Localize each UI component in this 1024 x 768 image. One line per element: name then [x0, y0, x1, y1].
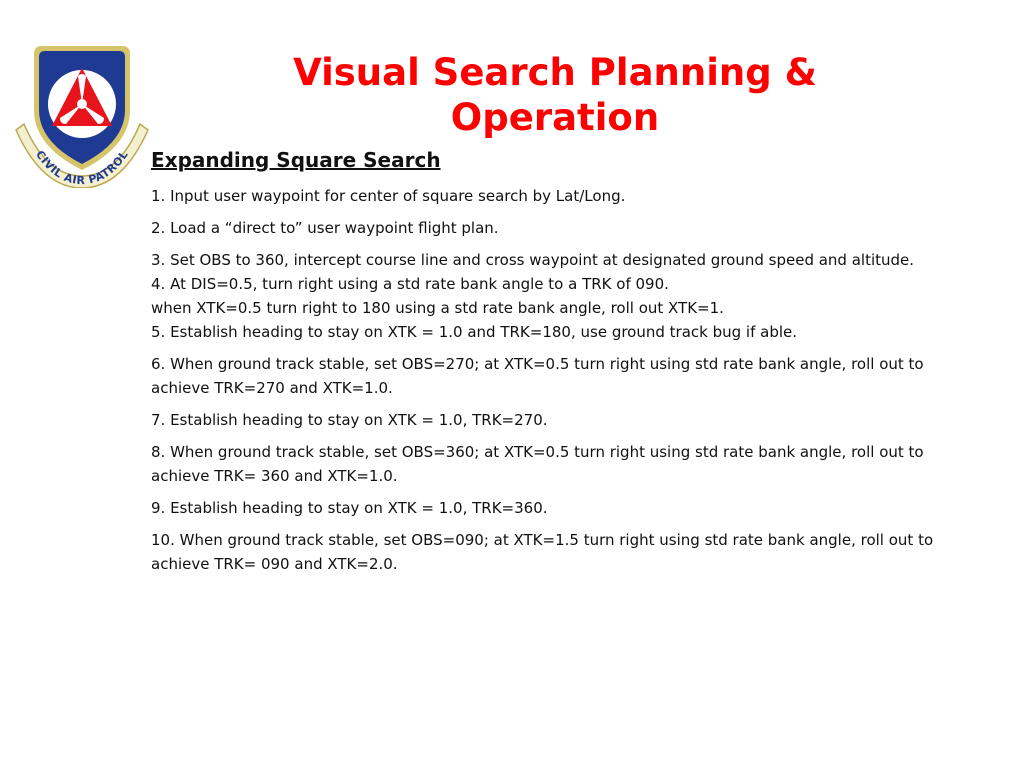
step-4-continued: when XTK=0.5 turn right to 180 using a std rate bank angle, roll out XTK=1. [151, 299, 724, 317]
svg-text:CIVIL AIR PATROL: CIVIL AIR PATROL [33, 148, 131, 188]
step-10: 10. When ground track stable, set OBS=090; at XTK=1.5 turn right using std rate bank angle, roll out to achieve TRK= 090 and XTK=2.0. [151, 531, 934, 573]
step-8: 8. When ground track stable, set OBS=360; at XTK=0.5 turn right using std rate bank angle, roll out to achieve TRK= 360 and XTK=1.0. [151, 443, 924, 485]
title-line-2: Operation [450, 96, 660, 139]
step-3: 3. Set OBS to 360, intercept course line and cross waypoint at designated ground speed and altitude. [151, 251, 915, 269]
title-line-1: Visual Search Planning & [293, 51, 817, 94]
step-7: 7. Establish heading to stay on XTK = 1.0, TRK=270. [151, 411, 548, 429]
step-9: 9. Establish heading to stay on XTK = 1.0, TRK=360. [151, 499, 548, 517]
step-5: 5. Establish heading to stay on XTK = 1.0 and TRK=180, use ground track bug if able. [151, 323, 798, 341]
step-6: 6. When ground track stable, set OBS=270; at XTK=0.5 turn right using std rate bank angle, roll out to achieve TRK=270 and XTK=1.0. [151, 355, 924, 397]
step-1: 1. Input user waypoint for center of square search by Lat/Long. [151, 187, 626, 205]
page-title [250, 50, 860, 140]
steps-list [151, 184, 941, 584]
step-2: 2. Load a “direct to” user waypoint flight plan. [151, 219, 499, 237]
civil-air-patrol-logo [12, 38, 152, 188]
section-heading: Expanding Square Search [151, 148, 441, 172]
cap-emblem-icon [12, 38, 152, 188]
step-4: 4. At DIS=0.5, turn right using a std rate bank angle to a TRK of 090. [151, 275, 669, 293]
